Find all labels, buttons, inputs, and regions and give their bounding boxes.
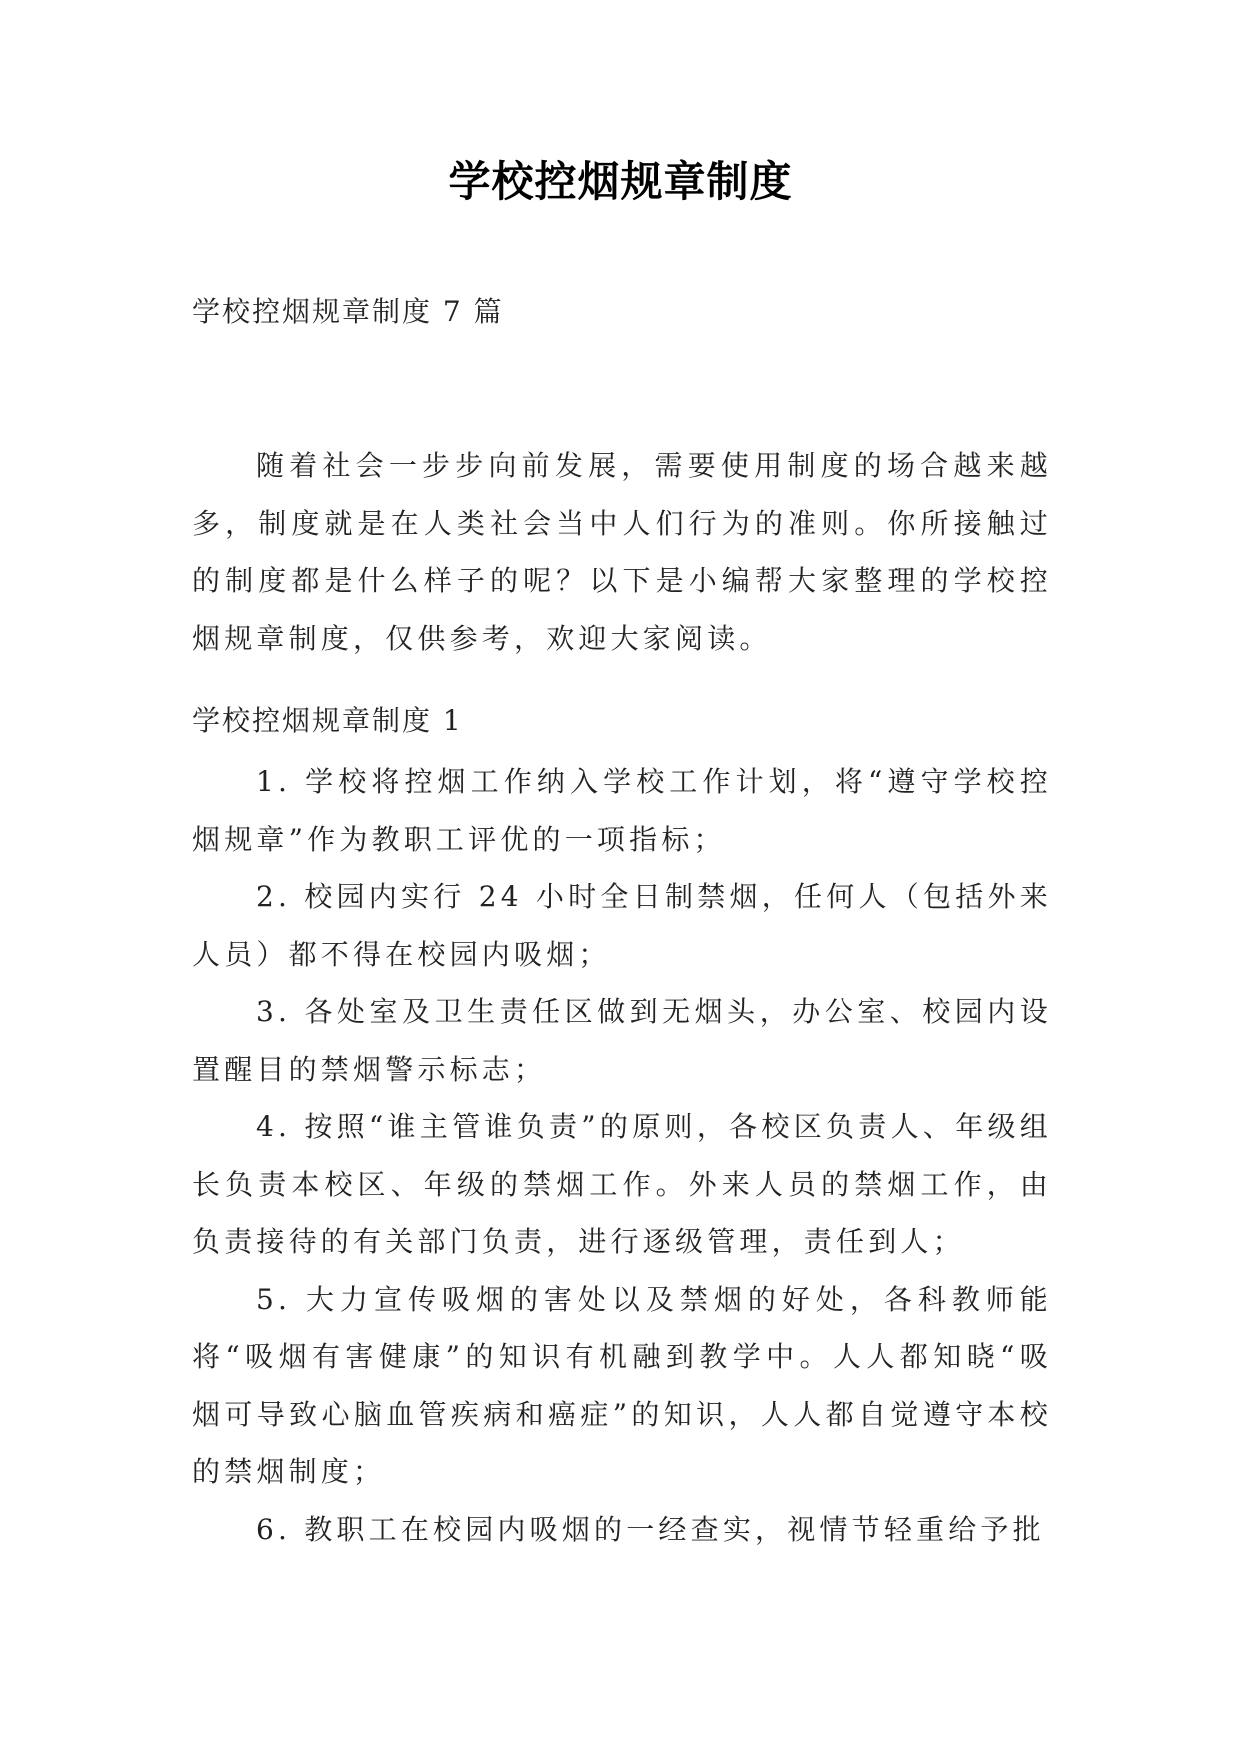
rule-item: 2. 校园内实行 24 小时全日制禁烟，任何人（包括外来人员）都不得在校园内吸烟； — [192, 880, 1052, 971]
rule-item: 6. 教职工在校园内吸烟的一经查实，视情节轻重给予批 — [256, 1512, 1045, 1546]
rule-item: 3. 各处室及卫生责任区做到无烟头，办公室、校园内设置醒目的禁烟警示标志； — [192, 995, 1052, 1086]
intro-paragraph: 随着社会一步步向前发展，需要使用制度的场合越来越多，制度就是在人类社会当中人们行为的准则。你所接触过的制度都是什么样子的呢？以下是小编帮大家整理的学校控烟规章制度，仅供参考，欢迎大家阅读。 — [192, 449, 1052, 655]
section-heading: 学校控烟规章制度 1 — [192, 704, 463, 737]
document-title: 学校控烟规章制度 — [448, 157, 793, 206]
rule-item: 4. 按照“谁主管谁负责”的原则，各校区负责人、年级组长负责本校区、年级的禁烟工作。外来人员的禁烟工作，由负责接待的有关部门负责，进行逐级管理，责任到人； — [192, 1110, 1052, 1258]
rule-item: 5. 大力宣传吸烟的害处以及禁烟的好处，各科教师能将“吸烟有害健康”的知识有机融到教学中。人人都知晓“吸烟可导致心脑血管疾病和癌症”的知识，人人都自觉遵守本校的禁烟制度； — [192, 1282, 1052, 1488]
rule-item: 1. 学校将控烟工作纳入学校工作计划，将“遵守学校控烟规章”作为教职工评优的一项指标； — [192, 765, 1052, 856]
document-subtitle: 学校控烟规章制度 7 篇 — [192, 295, 504, 328]
rules-list — [192, 753, 1052, 1558]
